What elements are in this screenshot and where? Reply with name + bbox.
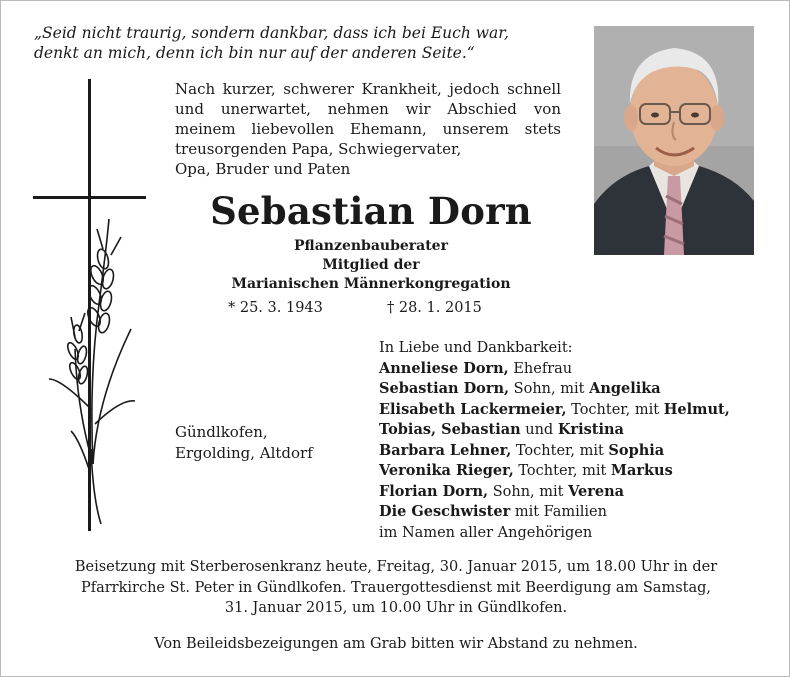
- mourner-relation: Tochter, mit: [566, 401, 664, 418]
- epitaph-quote: [34, 23, 564, 63]
- mourner-relation: Sohn, mit: [509, 381, 590, 397]
- mourner-line: [379, 420, 779, 441]
- role-line: Pflanzenbauberater: [294, 238, 448, 254]
- mourner-relation: Ehefrau: [508, 360, 573, 377]
- mourner-name: Elisabeth Lackermeier,: [379, 400, 567, 418]
- mourner-name: Helmut,: [663, 400, 730, 418]
- cross-icon: [31, 79, 151, 531]
- role-line: Mitglied der: [322, 257, 420, 273]
- mourner-name: Die Geschwister: [379, 503, 511, 520]
- mourner-relation: Tochter, mit: [513, 463, 611, 479]
- mourner-name: Angelika: [589, 380, 661, 397]
- mourner-line: [379, 461, 779, 482]
- funeral-line: Pfarrkirche St. Peter in Gündlkofen. Trauergottesdienst mit Beerdigung am Samstag,: [80, 579, 711, 596]
- mourner-relation: im Namen aller Angehörigen: [379, 524, 593, 541]
- mourner-name: Sebastian Dorn,: [379, 380, 510, 397]
- mourner-relation: Sohn, mit: [488, 483, 569, 500]
- mourner-line: [379, 441, 779, 462]
- mourner-name: Verena: [568, 482, 625, 500]
- location-line: Gündlkofen,: [175, 423, 268, 441]
- mourner-line: [379, 400, 779, 421]
- role-line: Marianischen Männerkongregation: [231, 276, 511, 292]
- mourner-name: Kristina: [557, 421, 624, 438]
- location-line: Ergolding, Altdorf: [175, 444, 313, 462]
- mourner-name: Markus: [610, 462, 673, 479]
- mourner-name: Sophia: [608, 441, 665, 459]
- intro-text: [175, 79, 561, 179]
- mourner-line: [379, 359, 779, 380]
- mourners-list: [379, 338, 779, 543]
- mourner-name: Veronika Rieger,: [379, 462, 514, 479]
- mourner-relation: Tochter, mit: [511, 442, 609, 459]
- mourner-locations: [175, 422, 375, 464]
- mourner-line: [379, 502, 779, 523]
- mourner-lines: [379, 359, 779, 544]
- mourner-line: [379, 523, 779, 544]
- intro-paragraph: Nach kurzer, schwerer Krankheit, jedoch schnell und unerwartet, nehmen wir Abschied von meinem liebevollen Ehemann, unserem stets treusorgenden Papa, Schwiegervater,: [175, 80, 561, 158]
- mourner-line: [379, 379, 779, 400]
- mourner-line: [379, 482, 779, 503]
- mourner-name: Tobias, Sebastian: [379, 421, 521, 438]
- wheat-ear-icon: [49, 219, 135, 524]
- deceased-roles: [171, 237, 571, 294]
- condolence-note: Von Beileidsbezeigungen am Grab bitten wir Abstand zu nehmen.: [154, 636, 638, 652]
- mourners-heading: In Liebe und Dankbarkeit:: [379, 340, 573, 356]
- mourner-name: Barbara Lehner,: [379, 441, 512, 459]
- quote-line: „Seid nicht traurig, sondern dankbar, dass ich bei Euch war,: [34, 24, 509, 42]
- funeral-line: 31. Januar 2015, um 10.00 Uhr in Gündlkofen.: [224, 600, 568, 616]
- funeral-line: Beisetzung mit Sterberosenkranz heute, Freitag, 30. Januar 2015, um 18.00 Uhr in der: [74, 559, 718, 575]
- intro-last-line: Opa, Bruder und Paten: [175, 160, 351, 178]
- mourner-name: Anneliese Dorn,: [379, 359, 509, 377]
- deceased-name: Sebastian Dorn: [210, 189, 532, 233]
- mourner-relation: und: [520, 422, 558, 438]
- portrait-illustration: [594, 26, 754, 255]
- death-date: † 28. 1. 2015: [387, 300, 482, 316]
- funeral-details: [29, 557, 763, 619]
- quote-line: denkt an mich, denn ich bin nur auf der anderen Seite.“: [34, 44, 475, 62]
- mourner-name: Florian Dorn,: [379, 482, 489, 500]
- birth-date: * 25. 3. 1943: [228, 300, 323, 316]
- portrait-photo: [594, 26, 754, 255]
- mourner-relation: mit Familien: [510, 504, 607, 520]
